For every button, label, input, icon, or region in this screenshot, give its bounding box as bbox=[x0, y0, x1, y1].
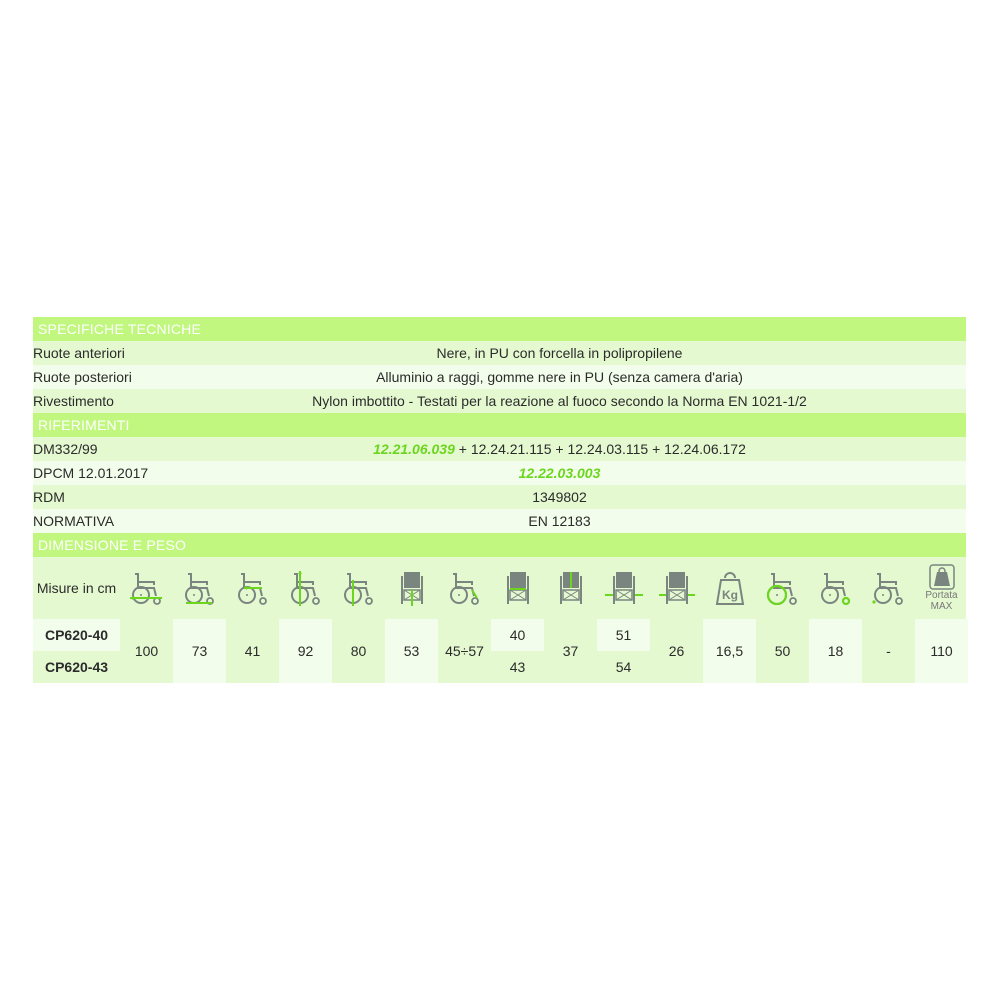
ref-code-rest: + 12.24.21.115 + 12.24.03.115 + 12.24.06.172 bbox=[454, 441, 746, 457]
wheelchair-rear-wheel-diameter-icon bbox=[763, 568, 803, 608]
ref-label: DPCM 12.01.2017 bbox=[33, 465, 149, 481]
section-header-dims: DIMENSIONE E PESO bbox=[33, 533, 966, 557]
dimensions-values-row bbox=[33, 619, 966, 683]
dimension-value-cell: 73 bbox=[173, 619, 226, 683]
dimension-value-cell: 41 bbox=[244, 643, 261, 659]
dimension-value-model-43: 54 bbox=[615, 659, 632, 675]
dimension-value-cell: 80 bbox=[350, 643, 367, 659]
dimension-value-cell bbox=[491, 619, 544, 683]
dimension-value-cell bbox=[597, 619, 650, 683]
model-name: CP620-40 bbox=[33, 619, 120, 651]
ref-value: 1349802 bbox=[532, 489, 587, 505]
ref-value bbox=[153, 441, 966, 457]
wheelchair-front-wheel-diameter-icon bbox=[816, 568, 856, 608]
ref-row bbox=[33, 437, 966, 461]
ref-value: EN 12183 bbox=[528, 513, 591, 529]
ref-code-highlight: 12.22.03.003 bbox=[518, 465, 601, 481]
wheelchair-folded-width-icon bbox=[657, 568, 697, 608]
dimension-value-cell: 100 bbox=[134, 643, 159, 659]
dimension-value-model-43: 43 bbox=[509, 659, 526, 675]
model-name: CP620-43 bbox=[44, 659, 109, 675]
spec-value: Nylon imbottito - Testati per la reazione al fuoco secondo la Norma EN 1021-1/2 bbox=[312, 393, 807, 409]
spec-row bbox=[33, 365, 966, 389]
dimension-value-cell: 110 bbox=[915, 619, 968, 683]
svg-text:Kg: Kg bbox=[721, 588, 738, 602]
dimension-value-cell: 50 bbox=[774, 643, 791, 659]
dimension-header-cell bbox=[544, 561, 597, 615]
ref-label: RDM bbox=[33, 489, 65, 505]
dimension-header-cell bbox=[491, 561, 544, 615]
ref-value bbox=[153, 465, 966, 481]
spec-label: Ruote posteriori bbox=[33, 369, 132, 385]
spec-value: Nere, in PU con forcella in polipropilene bbox=[436, 345, 683, 361]
dimension-value-cell: 92 bbox=[279, 619, 332, 683]
spec-row bbox=[33, 389, 966, 413]
dimensions-header-row bbox=[33, 557, 966, 615]
section-header-specs: SPECIFICHE TECNICHE bbox=[33, 317, 966, 341]
wheelchair-seat-width-icon bbox=[498, 568, 538, 608]
wheelchair-folded-length-icon bbox=[180, 568, 220, 608]
spec-value: Alluminio a raggi, gomme nere in PU (senza camera d'aria) bbox=[376, 369, 743, 385]
dimension-header-cell bbox=[332, 561, 385, 615]
icon-caption: Portata MAX bbox=[925, 590, 958, 612]
wheelchair-antitip-wheel-icon bbox=[869, 568, 909, 608]
wheelchair-total-width-icon bbox=[604, 568, 644, 608]
dimension-value-model-40: 40 bbox=[491, 619, 544, 651]
spec-label: Ruote anteriori bbox=[33, 345, 125, 361]
dimensions-table bbox=[33, 557, 966, 683]
ref-row bbox=[33, 461, 966, 485]
wheelchair-backrest-height-icon bbox=[551, 568, 591, 608]
ref-code-highlight: 12.21.06.039 bbox=[373, 441, 455, 457]
ref-label: NORMATIVA bbox=[33, 513, 115, 529]
dimension-header-cell bbox=[650, 561, 703, 615]
dimension-value-cell: 45÷57 bbox=[445, 643, 484, 659]
dimension-value-cell: 37 bbox=[562, 643, 579, 659]
dimension-header-cell bbox=[703, 561, 756, 615]
dimension-header-cell bbox=[385, 561, 438, 615]
dimension-header-cell bbox=[809, 561, 862, 615]
dimension-value-cell: - bbox=[886, 643, 891, 659]
dimension-header-cell bbox=[438, 561, 491, 615]
weight-kg-icon bbox=[710, 568, 750, 608]
dimension-header-cell bbox=[597, 561, 650, 615]
dimension-value-cell: 18 bbox=[809, 619, 862, 683]
dimension-header-cell bbox=[862, 561, 915, 615]
dimension-header-cell bbox=[173, 561, 226, 615]
ref-label: DM332/99 bbox=[33, 441, 98, 457]
dimension-value-cell: 16,5 bbox=[703, 619, 756, 683]
wheelchair-footrest-length-icon bbox=[445, 568, 485, 608]
wheelchair-seat-depth-icon bbox=[233, 568, 273, 608]
dimension-header-cell bbox=[120, 561, 173, 615]
dimension-header-cell bbox=[279, 561, 332, 615]
dimension-header-cell bbox=[915, 561, 968, 615]
dimension-value-cell: 53 bbox=[385, 619, 438, 683]
section-header-refs: RIFERIMENTI bbox=[33, 413, 966, 437]
wheelchair-folded-height-icon bbox=[339, 568, 379, 608]
spec-table bbox=[33, 317, 966, 683]
dimension-header-cell bbox=[756, 561, 809, 615]
wheelchair-total-length-icon bbox=[127, 568, 167, 608]
dimension-header-cell bbox=[226, 561, 279, 615]
max-load-icon bbox=[929, 564, 955, 590]
ref-row bbox=[33, 485, 966, 509]
spec-label: Rivestimento bbox=[33, 393, 114, 409]
units-label: Misure in cm bbox=[36, 579, 117, 596]
wheelchair-seat-height-icon bbox=[392, 568, 432, 608]
dimension-value-cell: 26 bbox=[668, 643, 685, 659]
wheelchair-total-height-icon bbox=[286, 568, 326, 608]
ref-row bbox=[33, 509, 966, 533]
spec-row bbox=[33, 341, 966, 365]
dimension-value-model-40: 51 bbox=[597, 619, 650, 651]
